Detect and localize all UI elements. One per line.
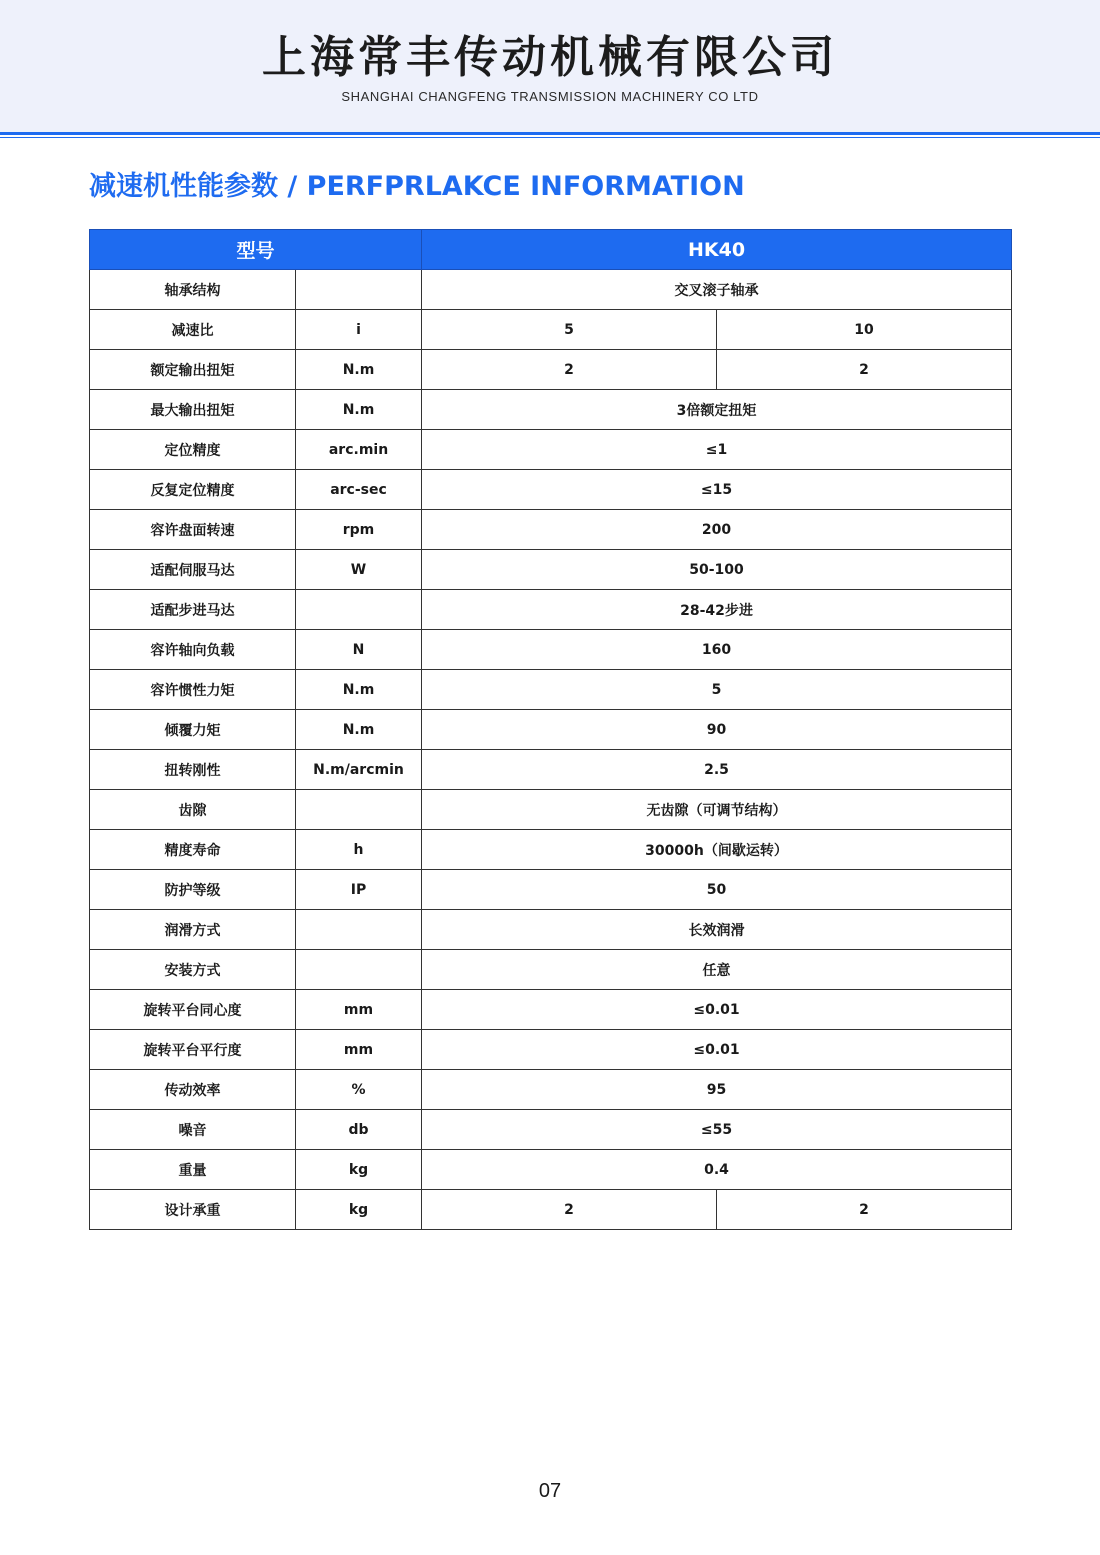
header-divider-thin — [0, 137, 1100, 138]
table-row — [90, 1110, 1012, 1150]
param-name-cell: 噪音 — [90, 1110, 296, 1150]
param-unit-cell — [296, 790, 422, 830]
table-row — [90, 590, 1012, 630]
param-unit-cell: rpm — [296, 510, 422, 550]
param-unit-cell: N.m/arcmin — [296, 750, 422, 790]
table-row — [90, 550, 1012, 590]
param-unit-cell: N.m — [296, 350, 422, 390]
param-value-cell: 任意 — [422, 950, 1012, 990]
param-value-cell: 50 — [422, 870, 1012, 910]
table-row — [90, 390, 1012, 430]
spec-table-body — [90, 270, 1012, 1230]
param-name-cell: 设计承重 — [90, 1190, 296, 1230]
param-unit-cell: mm — [296, 1030, 422, 1070]
param-name-cell: 定位精度 — [90, 430, 296, 470]
param-value-cell: ≤55 — [422, 1110, 1012, 1150]
table-row — [90, 870, 1012, 910]
param-value-cell: 0.4 — [422, 1150, 1012, 1190]
param-name-cell: 润滑方式 — [90, 910, 296, 950]
model-value-cell: HK40 — [422, 230, 1012, 270]
table-row — [90, 990, 1012, 1030]
param-name-cell: 安装方式 — [90, 950, 296, 990]
param-name-cell: 旋转平台同心度 — [90, 990, 296, 1030]
param-unit-cell: kg — [296, 1150, 422, 1190]
company-name-en: SHANGHAI CHANGFENG TRANSMISSION MACHINERY CO LTD — [341, 89, 759, 104]
param-value-cell: 3倍额定扭矩 — [422, 390, 1012, 430]
table-row — [90, 350, 1012, 390]
param-unit-cell: IP — [296, 870, 422, 910]
param-value-cell: 2 — [717, 1190, 1012, 1230]
param-unit-cell — [296, 590, 422, 630]
param-name-cell: 容许惯性力矩 — [90, 670, 296, 710]
param-value-cell: 交叉滚子轴承 — [422, 270, 1012, 310]
table-row — [90, 710, 1012, 750]
param-unit-cell: N.m — [296, 670, 422, 710]
param-name-cell: 轴承结构 — [90, 270, 296, 310]
param-value-cell: 5 — [422, 310, 717, 350]
param-name-cell: 防护等级 — [90, 870, 296, 910]
param-value-cell: 5 — [422, 670, 1012, 710]
param-value-cell: 160 — [422, 630, 1012, 670]
table-row — [90, 1190, 1012, 1230]
param-value-cell: 28-42步进 — [422, 590, 1012, 630]
table-row — [90, 1150, 1012, 1190]
header-divider — [0, 132, 1100, 135]
table-row — [90, 1070, 1012, 1110]
param-value-cell: ≤0.01 — [422, 1030, 1012, 1070]
param-value-cell: 2 — [717, 350, 1012, 390]
param-value-cell: 50-100 — [422, 550, 1012, 590]
param-value-cell: 90 — [422, 710, 1012, 750]
param-value-cell: 2 — [422, 350, 717, 390]
param-value-cell: 30000h（间歇运转） — [422, 830, 1012, 870]
param-unit-cell: kg — [296, 1190, 422, 1230]
table-row — [90, 670, 1012, 710]
param-name-cell: 适配步进马达 — [90, 590, 296, 630]
param-name-cell: 重量 — [90, 1150, 296, 1190]
param-value-cell: 2.5 — [422, 750, 1012, 790]
table-row — [90, 630, 1012, 670]
param-name-cell: 容许盘面转速 — [90, 510, 296, 550]
param-name-cell: 最大输出扭矩 — [90, 390, 296, 430]
param-name-cell: 齿隙 — [90, 790, 296, 830]
param-unit-cell — [296, 950, 422, 990]
table-header-row — [90, 230, 1012, 270]
param-unit-cell: arc-sec — [296, 470, 422, 510]
table-row — [90, 470, 1012, 510]
param-name-cell: 倾覆力矩 — [90, 710, 296, 750]
param-unit-cell — [296, 910, 422, 950]
spec-table — [89, 229, 1012, 1230]
param-unit-cell: N.m — [296, 390, 422, 430]
param-name-cell: 容许轴向负载 — [90, 630, 296, 670]
param-name-cell: 减速比 — [90, 310, 296, 350]
param-unit-cell: i — [296, 310, 422, 350]
model-label-cell: 型号 — [90, 230, 422, 270]
table-row — [90, 1030, 1012, 1070]
page-number: 07 — [538, 1480, 562, 1502]
param-value-cell: ≤1 — [422, 430, 1012, 470]
param-name-cell: 额定输出扭矩 — [90, 350, 296, 390]
table-row — [90, 510, 1012, 550]
param-name-cell: 传动效率 — [90, 1070, 296, 1110]
param-unit-cell: arc.min — [296, 430, 422, 470]
table-row — [90, 790, 1012, 830]
param-unit-cell — [296, 270, 422, 310]
company-name-cn: 上海常丰传动机械有限公司 — [262, 32, 838, 83]
param-name-cell: 适配伺服马达 — [90, 550, 296, 590]
param-unit-cell: h — [296, 830, 422, 870]
param-value-cell: 10 — [717, 310, 1012, 350]
param-name-cell: 反复定位精度 — [90, 470, 296, 510]
param-unit-cell: N.m — [296, 710, 422, 750]
param-unit-cell: N — [296, 630, 422, 670]
page-header — [0, 0, 1100, 132]
table-row — [90, 950, 1012, 990]
param-name-cell: 扭转刚性 — [90, 750, 296, 790]
section-title: 减速机性能参数 / PERFPRLAKCE INFORMATION — [89, 171, 745, 202]
table-row — [90, 750, 1012, 790]
param-value-cell: 95 — [422, 1070, 1012, 1110]
param-unit-cell: mm — [296, 990, 422, 1030]
table-row — [90, 910, 1012, 950]
param-unit-cell: % — [296, 1070, 422, 1110]
param-value-cell: 2 — [422, 1190, 717, 1230]
table-row — [90, 310, 1012, 350]
param-value-cell: 200 — [422, 510, 1012, 550]
param-value-cell: ≤15 — [422, 470, 1012, 510]
param-unit-cell: db — [296, 1110, 422, 1150]
param-value-cell: ≤0.01 — [422, 990, 1012, 1030]
table-row — [90, 270, 1012, 310]
table-row — [90, 430, 1012, 470]
param-value-cell: 无齿隙（可调节结构） — [422, 790, 1012, 830]
param-unit-cell: W — [296, 550, 422, 590]
param-value-cell: 长效润滑 — [422, 910, 1012, 950]
table-row — [90, 830, 1012, 870]
param-name-cell: 旋转平台平行度 — [90, 1030, 296, 1070]
param-name-cell: 精度寿命 — [90, 830, 296, 870]
